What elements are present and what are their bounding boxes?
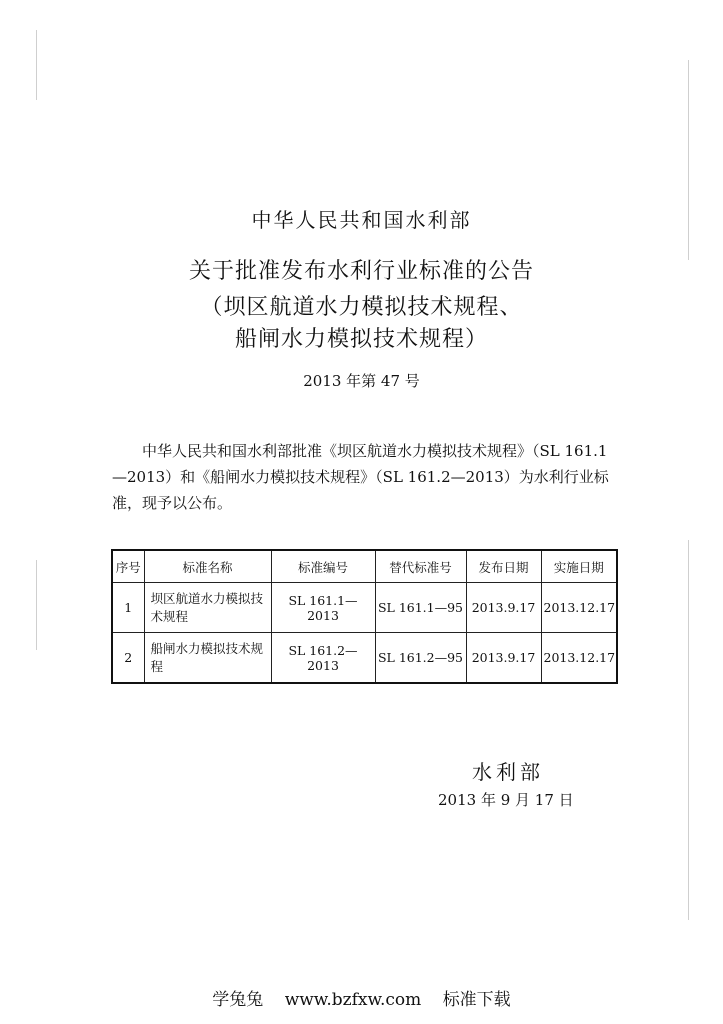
signature-org: 水利部 — [472, 760, 544, 784]
cell-replaced-code: SL 161.1—95 — [375, 583, 466, 633]
cell-standard-code: SL 161.2—2013 — [271, 633, 375, 684]
header-cell-name: 标准名称 — [144, 550, 271, 583]
title-line-1: 关于批准发布水利行业标准的公告 — [188, 259, 534, 284]
title-line-2: （坝区航道水力模拟技术规程、 — [200, 295, 523, 320]
cell-standard-code: SL 161.1—2013 — [271, 583, 375, 633]
standards-table — [111, 549, 618, 684]
body-paragraph: 中华人民共和国水利部批准《坝区航道水力模拟技术规程》（SL 161.1—2013）和《船闸水力模拟技术规程》（SL 161.2—2013）为水利行业标准，现予以公布。 — [112, 442, 609, 512]
table-row — [112, 633, 617, 684]
cell-effective-date: 2013.12.17 — [541, 583, 617, 633]
table-header-row — [112, 550, 617, 583]
title-line-3: 船闸水力模拟技术规程） — [234, 327, 488, 352]
page-edge-mark — [36, 30, 37, 100]
header-cell-code: 标准编号 — [271, 550, 375, 583]
footer-tagline: 标准下载 — [442, 990, 511, 1010]
signature-date: 2013 年 9 月 17 日 — [438, 791, 574, 809]
cell-replaced-code: SL 161.2—95 — [375, 633, 466, 684]
page-edge-mark — [688, 540, 689, 920]
header-cell-issue-date: 发布日期 — [466, 550, 541, 583]
header-cell-index: 序号 — [112, 550, 144, 583]
page-edge-mark — [36, 560, 37, 650]
table-row — [112, 583, 617, 633]
footer-site-name: 学兔兔 — [212, 990, 264, 1010]
footer-url[interactable]: www.bzfxw.com — [284, 990, 422, 1010]
cell-standard-name: 坝区航道水力模拟技术规程 — [144, 583, 271, 633]
header-cell-effective-date: 实施日期 — [541, 550, 617, 583]
issuer-heading: 中华人民共和国水利部 — [251, 208, 472, 232]
cell-issue-date: 2013.9.17 — [466, 633, 541, 684]
cell-issue-date: 2013.9.17 — [466, 583, 541, 633]
footer-watermark — [0, 985, 723, 1010]
cell-effective-date: 2013.12.17 — [541, 633, 617, 684]
cell-standard-name: 船闸水力模拟技术规程 — [144, 633, 271, 684]
announcement-body — [112, 438, 617, 516]
header-cell-replaced: 替代标准号 — [375, 550, 466, 583]
cell-index: 1 — [112, 583, 144, 633]
cell-index: 2 — [112, 633, 144, 684]
announcement-number: 2013 年第 47 号 — [303, 372, 420, 390]
